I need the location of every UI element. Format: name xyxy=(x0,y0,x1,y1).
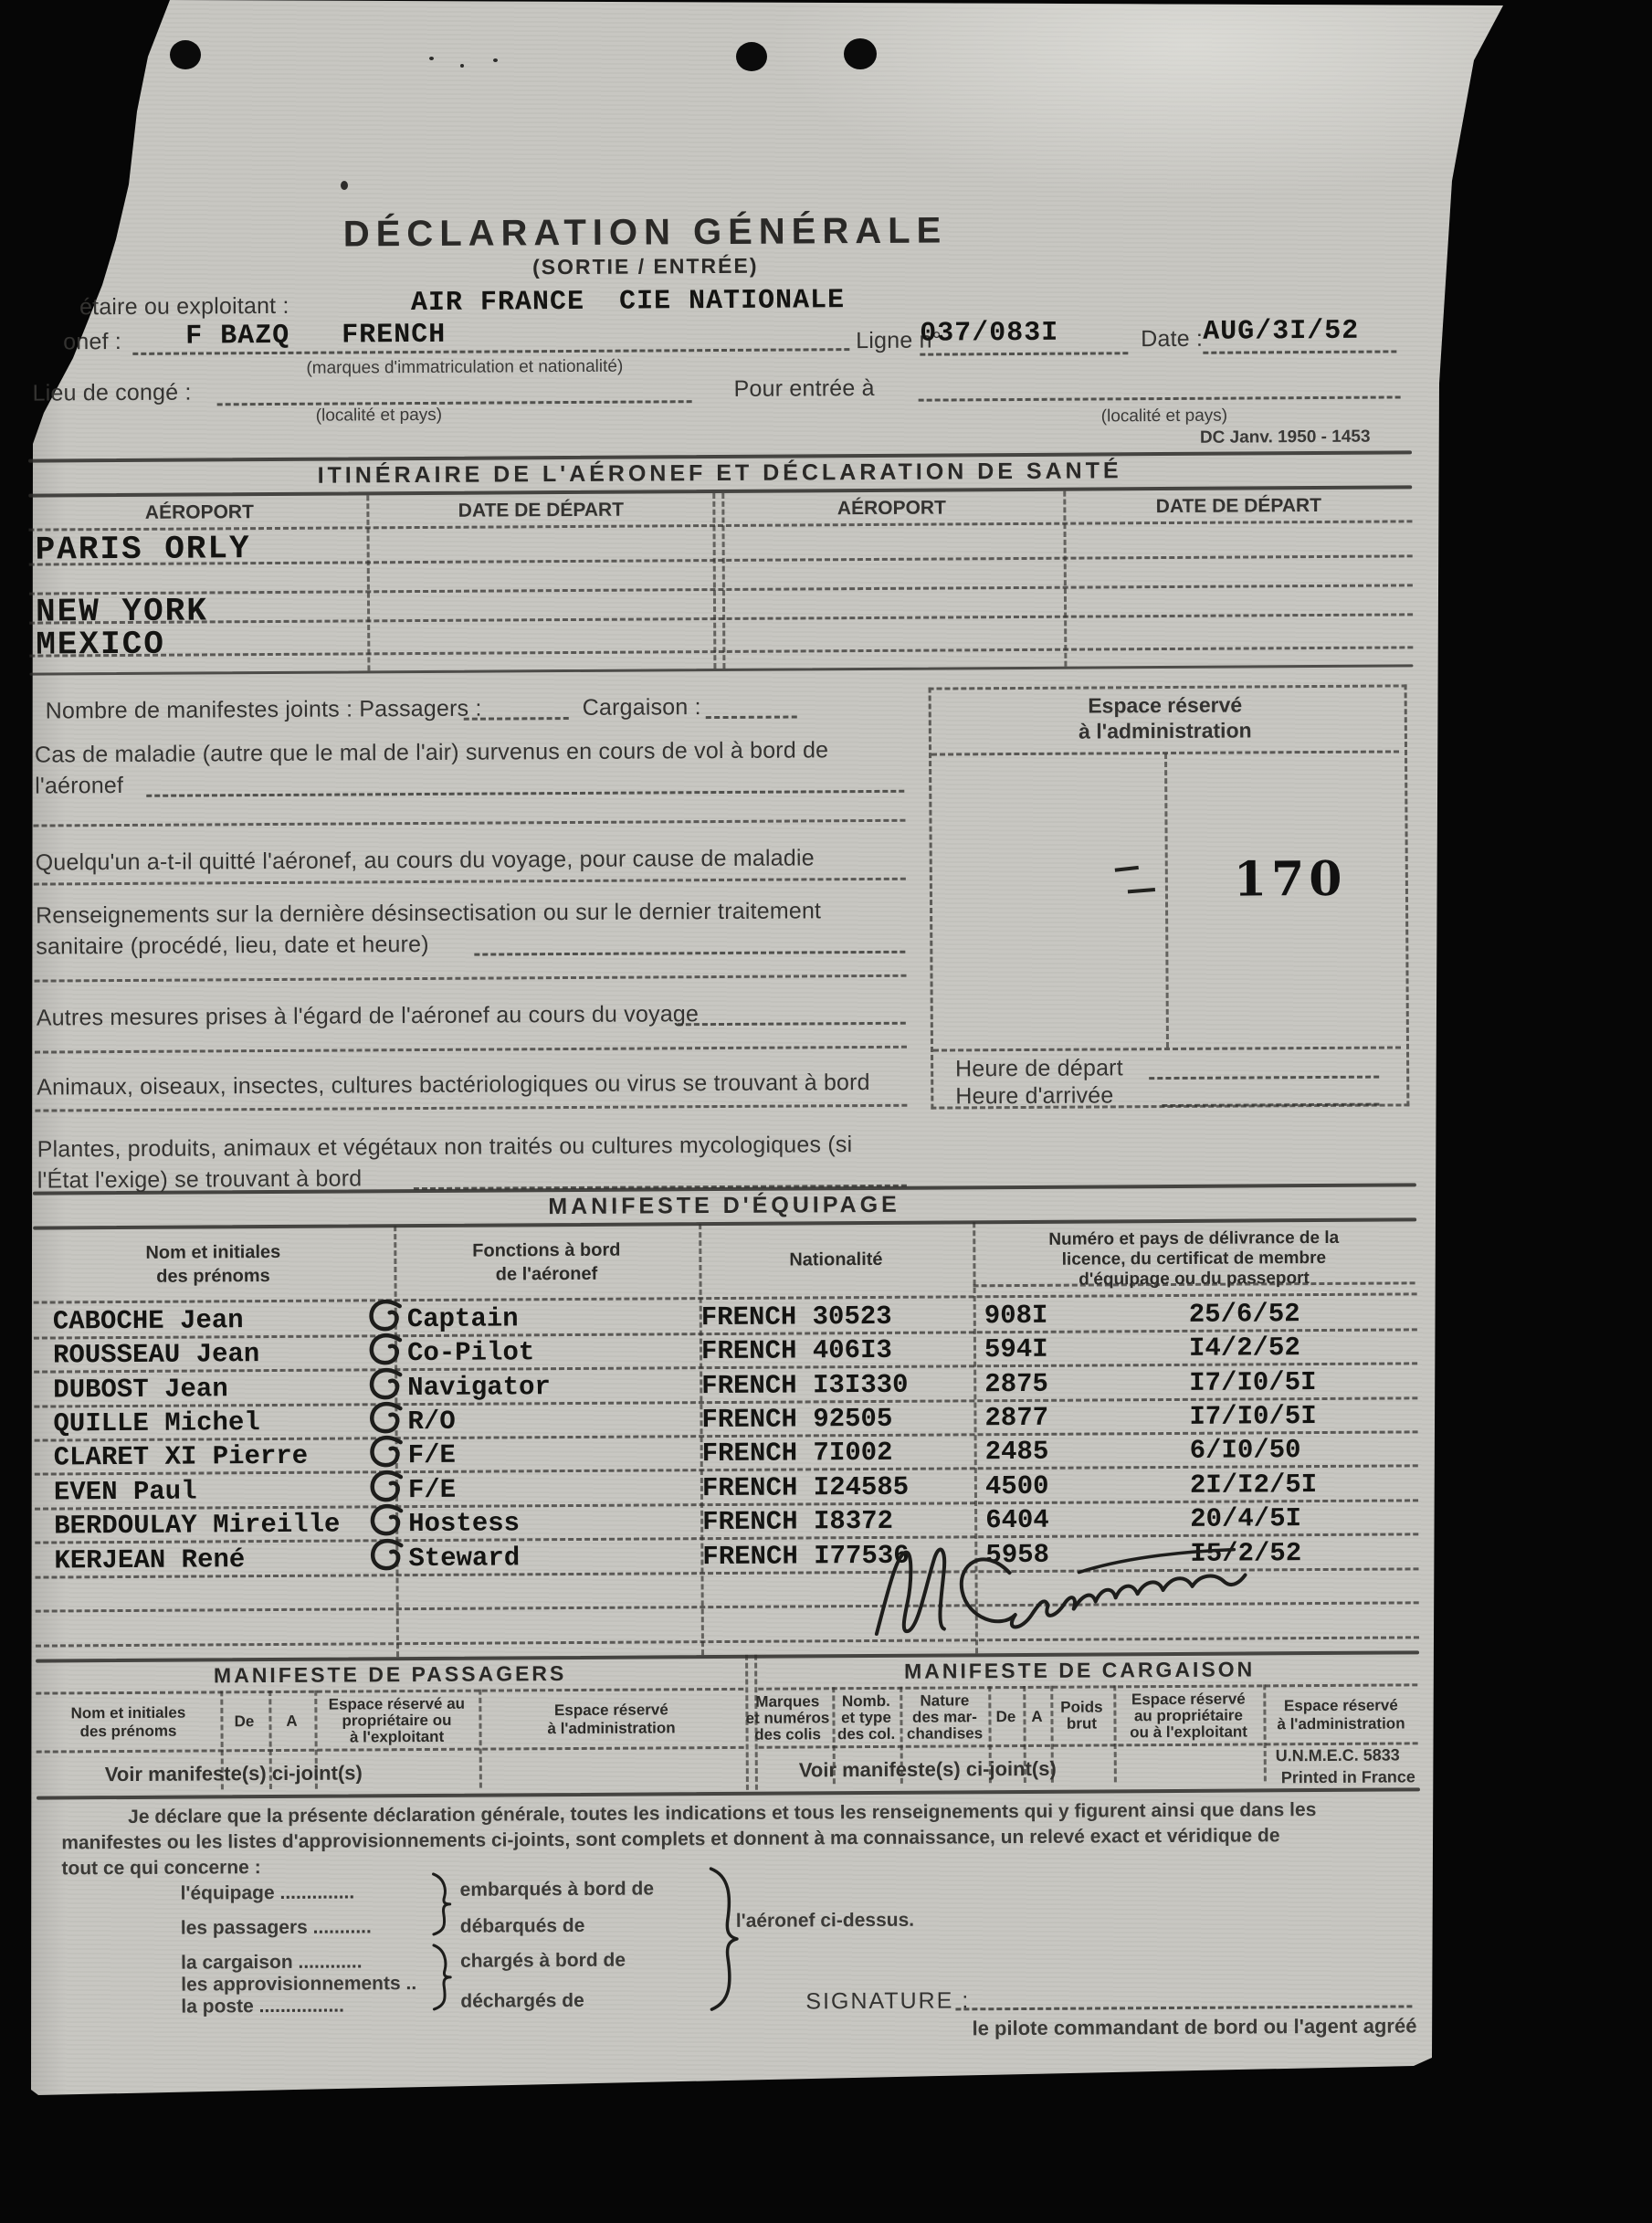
crew-nationality: FRENCH 30523 xyxy=(700,1301,892,1333)
column-divider xyxy=(479,1690,482,1788)
passenger-manifest-title: MANIFESTE DE PASSAGERS xyxy=(213,1661,567,1688)
dashed-line xyxy=(146,790,904,797)
printer-reference-1: U.N.M.E.C. 5833 xyxy=(1275,1745,1400,1765)
departure-time-label: Heure de départ xyxy=(955,1055,1123,1082)
entry-place-label: Pour entrée à xyxy=(733,374,875,402)
crew-licence-number: 2485 xyxy=(984,1436,1049,1468)
crew-nationality: FRENCH 406I3 xyxy=(700,1334,892,1367)
dashed-line xyxy=(1203,350,1396,353)
crew-licence-number: 4500 xyxy=(984,1470,1049,1502)
cargo-col-admin-1: Espace réservé xyxy=(1283,1696,1398,1715)
cargo-col-marks-2: et numéros xyxy=(745,1709,830,1727)
crew-name: QUILLE Michel xyxy=(53,1407,260,1439)
document-title: DÉCLARATION GÉNÉRALE xyxy=(342,210,948,255)
checkmark-icon xyxy=(366,1503,406,1540)
crew-nationality: FRENCH 7I002 xyxy=(701,1437,893,1470)
declaration-action-disembarked: débarqués de xyxy=(459,1914,585,1937)
signature-caption: le pilote commandant de bord ou l'agent agréé xyxy=(972,2014,1417,2040)
cargo-col-owner-3: ou à l'exploitant xyxy=(1130,1723,1247,1742)
dashed-line xyxy=(29,613,1413,624)
column-divider xyxy=(1263,1684,1267,1781)
crew-licence-date: I7/I0/5I xyxy=(1189,1401,1317,1432)
plants-question-line1: Plantes, produits, animaux et végétaux non traités ou cultures mycologiques (si xyxy=(37,1132,853,1163)
cargo-col-marks-3: des colis xyxy=(754,1725,822,1744)
dashed-line xyxy=(920,352,1128,355)
passenger-col-owner-2: propriétaire ou xyxy=(342,1711,452,1730)
declaration-line1: Je déclare que la présente déclaration générale, toutes les indications et tous les renseignements qui y figurent ainsi que dans les xyxy=(128,1799,1317,1828)
crew-function: F/E xyxy=(407,1439,457,1471)
answer-line xyxy=(33,819,905,827)
itinerary-airport-cell: MEXICO xyxy=(36,625,166,664)
dashed-line xyxy=(37,1746,744,1754)
crew-function: Hostess xyxy=(408,1508,521,1540)
brace-icon xyxy=(431,1944,453,2011)
passenger-col-to: A xyxy=(286,1712,298,1730)
cargo-col-to: A xyxy=(1031,1707,1043,1725)
column-divider xyxy=(1113,1685,1117,1782)
other-measures-question: Autres mesures prises à l'égard de l'aéronef au cours du voyage xyxy=(36,1001,700,1031)
passenger-col-owner-3: à l'exploitant xyxy=(349,1727,445,1746)
crew-name: CLARET XI Pierre xyxy=(53,1440,309,1473)
cargo-col-marks-1: Marques xyxy=(755,1692,820,1711)
crew-col-nationality: Nationalité xyxy=(789,1248,883,1270)
admin-stamp-number: 170 xyxy=(1233,850,1347,908)
crew-col-licence-1: Numéro et pays de délivrance de la xyxy=(1048,1227,1340,1249)
cargo-col-weight-2: brut xyxy=(1066,1714,1098,1733)
itinerary-col-airport-2: AÉROPORT xyxy=(837,497,946,520)
declaration-item-cargo: la cargaison ............ xyxy=(181,1951,363,1974)
checkmark-icon xyxy=(365,1401,405,1438)
crew-function: Navigator xyxy=(407,1372,551,1404)
crew-licence-number: 908I xyxy=(984,1300,1048,1332)
crew-function: F/E xyxy=(407,1474,457,1506)
plants-question-line2: l'État l'exige) se trouvant à bord xyxy=(37,1165,363,1194)
dashed-line xyxy=(919,395,1401,401)
crew-licence-number: 6404 xyxy=(985,1504,1049,1536)
answer-line xyxy=(35,1104,907,1112)
crew-licence-date: 20/4/5I xyxy=(1190,1503,1302,1534)
crew-licence-number: 594I xyxy=(984,1333,1048,1365)
dashed-line xyxy=(29,646,1413,657)
cargo-col-owner-2: au propriétaire xyxy=(1133,1706,1244,1725)
section-rule xyxy=(33,1217,1416,1229)
admin-box-title-line2: à l'administration xyxy=(1079,718,1252,743)
answer-line xyxy=(35,1046,907,1054)
crew-name: DUBOST Jean xyxy=(53,1374,228,1406)
crew-licence-number: 2875 xyxy=(984,1368,1048,1400)
crew-name: BERDOULAY Mireille xyxy=(54,1509,341,1542)
aircraft-label: onef : xyxy=(63,328,122,355)
column-divider xyxy=(1063,491,1067,667)
operator-label: étaire ou exploitant : xyxy=(79,292,289,321)
crew-col-function-1: Fonctions à bord xyxy=(472,1239,621,1261)
column-divider xyxy=(721,493,725,669)
dashed-line xyxy=(217,400,692,406)
document-subtitle: (SORTIE / ENTRÉE) xyxy=(531,253,759,279)
cargo-manifest-title: MANIFESTE DE CARGAISON xyxy=(903,1657,1256,1683)
passenger-col-name-2: des prénoms xyxy=(79,1722,177,1741)
declaration-item-crew: l'équipage .............. xyxy=(180,1881,355,1904)
section-rule xyxy=(37,1787,1420,1799)
crew-col-function-2: de l'aéronef xyxy=(495,1263,598,1285)
checkmark-icon xyxy=(366,1435,406,1471)
checkmark-icon xyxy=(365,1333,405,1369)
printer-reference-2: Printed in France xyxy=(1280,1767,1415,1787)
passenger-col-admin-2: à l'administration xyxy=(547,1719,676,1738)
itinerary-col-airport-1: AÉROPORT xyxy=(144,501,254,523)
brace-icon xyxy=(430,1872,452,1936)
crew-nationality: FRENCH I24585 xyxy=(701,1471,910,1504)
date-label: Date : xyxy=(1141,325,1204,353)
declaration-line3: tout ce qui concerne : xyxy=(61,1857,261,1880)
leave-place-caption: (localité et pays) xyxy=(315,405,443,426)
dashed-line xyxy=(678,1022,906,1027)
declaration-action-unloaded: déchargés de xyxy=(460,1989,584,2012)
line-number-label: Ligne n° xyxy=(856,327,942,354)
crew-licence-date: 25/6/52 xyxy=(1188,1299,1300,1330)
crew-name: EVEN Paul xyxy=(53,1476,197,1508)
crew-licence-date: I4/2/52 xyxy=(1188,1333,1300,1364)
animals-question: Animaux, oiseaux, insectes, cultures bactériologiques ou virus se trouvant à bord xyxy=(37,1069,870,1101)
illness-question-line1: Cas de maladie (autre que le mal de l'air) survenus en cours de vol à bord de xyxy=(34,737,829,768)
cargo-col-number-3: des col. xyxy=(837,1724,896,1744)
crew-section-title: MANIFESTE D'ÉQUIPAGE xyxy=(548,1191,900,1220)
passenger-col-name-1: Nom et initiales xyxy=(70,1703,186,1723)
declaration-line2: manifestes ou les listes d'approvisionnements ci-joints, sont complets et donnent à ma connaissance, un relevé exact et véridique de xyxy=(61,1825,1280,1854)
handwritten-signature xyxy=(861,1538,1255,1649)
passenger-col-from: De xyxy=(234,1712,255,1731)
cargo-col-number-1: Nomb. xyxy=(841,1691,890,1711)
illness-question-line2: l'aéronef xyxy=(35,772,124,799)
checkmark-icon xyxy=(366,1470,406,1506)
column-divider xyxy=(712,493,716,669)
entry-place-caption: (localité et pays) xyxy=(1100,406,1228,427)
date-value: AUG/3I/52 xyxy=(1203,315,1360,348)
aircraft-reference: l'aéronef ci-dessus. xyxy=(735,1909,915,1932)
crew-licence-date: I7/I0/5I xyxy=(1189,1367,1317,1398)
passenger-col-admin-1: Espace réservé xyxy=(553,1701,668,1720)
cargo-manifest-note: Voir manifeste(s) ci-joint(s) xyxy=(798,1756,1057,1782)
cargo-col-owner-1: Espace réservé xyxy=(1131,1690,1246,1709)
admin-box-title-line1: Espace réservé xyxy=(1088,692,1243,718)
form-reference: DC Janv. 1950 - 1453 xyxy=(1199,427,1371,448)
cargo-col-from: De xyxy=(995,1708,1016,1726)
cargo-question: Cargaison : xyxy=(582,694,701,721)
declaration-item-mail: la poste ................ xyxy=(181,1995,344,2018)
signature-line xyxy=(955,2005,1412,2010)
dashed-line xyxy=(464,717,569,721)
operator-value: AIR FRANCE CIE NATIONALE xyxy=(410,285,846,320)
dashed-line xyxy=(36,1688,743,1695)
dashed-line xyxy=(758,1683,1417,1690)
crew-function: Steward xyxy=(408,1543,521,1575)
declaration-item-supplies: les approvisionnements .. xyxy=(181,1973,417,1996)
crew-col-name-1: Nom et initiales xyxy=(145,1241,281,1263)
itinerary-section-title: ITINÉRAIRE DE L'AÉRONEF ET DÉCLARATION DE SANTÉ xyxy=(317,458,1122,489)
answer-line xyxy=(34,878,906,886)
crew-nationality: FRENCH 92505 xyxy=(701,1403,893,1436)
dashed-line xyxy=(29,584,1413,595)
passenger-manifest-note: Voir manifeste(s) ci-joint(s) xyxy=(104,1761,363,1786)
disinsection-question-line2: sanitaire (procédé, lieu, date et heure) xyxy=(36,931,429,960)
table-bottom-rule xyxy=(29,664,1413,675)
crew-name: CABOCHE Jean xyxy=(52,1305,244,1337)
crew-licence-number: 5958 xyxy=(985,1539,1050,1571)
itinerary-col-date-2: DATE DE DÉPART xyxy=(1155,494,1322,518)
crew-nationality: FRENCH I3I330 xyxy=(701,1369,909,1402)
crew-col-name-2: des prénoms xyxy=(156,1266,270,1287)
disinsection-question-line1: Renseignements sur la dernière désinsectisation ou sur le dernier traitement xyxy=(35,898,822,929)
cargo-col-admin-2: à l'administration xyxy=(1277,1714,1405,1733)
aircraft-caption: (marques d'immatriculation et nationalité) xyxy=(306,356,624,378)
cargo-col-weight-1: Poids xyxy=(1060,1698,1103,1716)
left-aircraft-question: Quelqu'un a-t-il quitté l'aéronef, au cours du voyage, pour cause de maladie xyxy=(35,845,815,876)
itinerary-col-date-1: DATE DE DÉPART xyxy=(458,499,625,522)
crew-licence-date: 2I/I2/5I xyxy=(1189,1470,1318,1501)
crew-function: Captain xyxy=(406,1303,519,1335)
itinerary-airport-cell: PARIS ORLY xyxy=(35,530,251,569)
dashed-line xyxy=(706,715,797,719)
crew-licence-date: 6/I0/50 xyxy=(1189,1435,1301,1466)
column-divider xyxy=(366,495,370,670)
crew-col-licence-3: d'équipage ou du passeport xyxy=(1079,1269,1310,1290)
cargo-col-nature-3: chandises xyxy=(906,1724,984,1743)
passenger-col-owner-1: Espace réservé au xyxy=(328,1694,466,1713)
manifests-question: Nombre de manifestes joints : Passagers : xyxy=(45,695,482,724)
crew-nationality: FRENCH I8372 xyxy=(702,1505,894,1538)
line-number-value: 037/083I xyxy=(920,317,1059,350)
dashed-line xyxy=(474,951,905,956)
cargo-col-nature-1: Nature xyxy=(920,1691,970,1710)
answer-line xyxy=(35,975,907,983)
cargo-col-number-2: et type xyxy=(841,1708,891,1727)
large-brace-icon xyxy=(706,1867,740,2011)
signature-label: SIGNATURE : xyxy=(805,1987,971,2015)
crew-name: ROUSSEAU Jean xyxy=(52,1339,260,1371)
declaration-action-embarked: embarqués à bord de xyxy=(459,1878,655,1901)
declaration-item-passengers: les passagers ........... xyxy=(180,1916,372,1939)
cargo-col-nature-2: des mar- xyxy=(911,1708,977,1726)
crew-licence-number: 2877 xyxy=(984,1402,1049,1434)
checkmark-icon xyxy=(366,1538,406,1575)
declaration-action-loaded: chargés à bord de xyxy=(460,1949,626,1972)
itinerary-airport-cell: NEW YORK xyxy=(35,592,209,631)
leave-place-label: Lieu de congé : xyxy=(32,379,192,406)
crew-function: Co-Pilot xyxy=(406,1337,535,1369)
checkmark-icon xyxy=(365,1299,405,1335)
checkmark-icon xyxy=(365,1367,405,1404)
arrival-time-label: Heure d'arrivée xyxy=(955,1082,1114,1110)
crew-col-licence-2: licence, du certificat de membre xyxy=(1061,1248,1327,1270)
crew-name: KERJEAN René xyxy=(54,1544,246,1576)
crew-nationality: FRENCH I77536 xyxy=(702,1540,910,1573)
crew-function: R/O xyxy=(407,1406,456,1438)
crew-licence-date: I5/2/52 xyxy=(1190,1538,1302,1569)
aircraft-value: F BAZQ FRENCH xyxy=(185,319,447,353)
